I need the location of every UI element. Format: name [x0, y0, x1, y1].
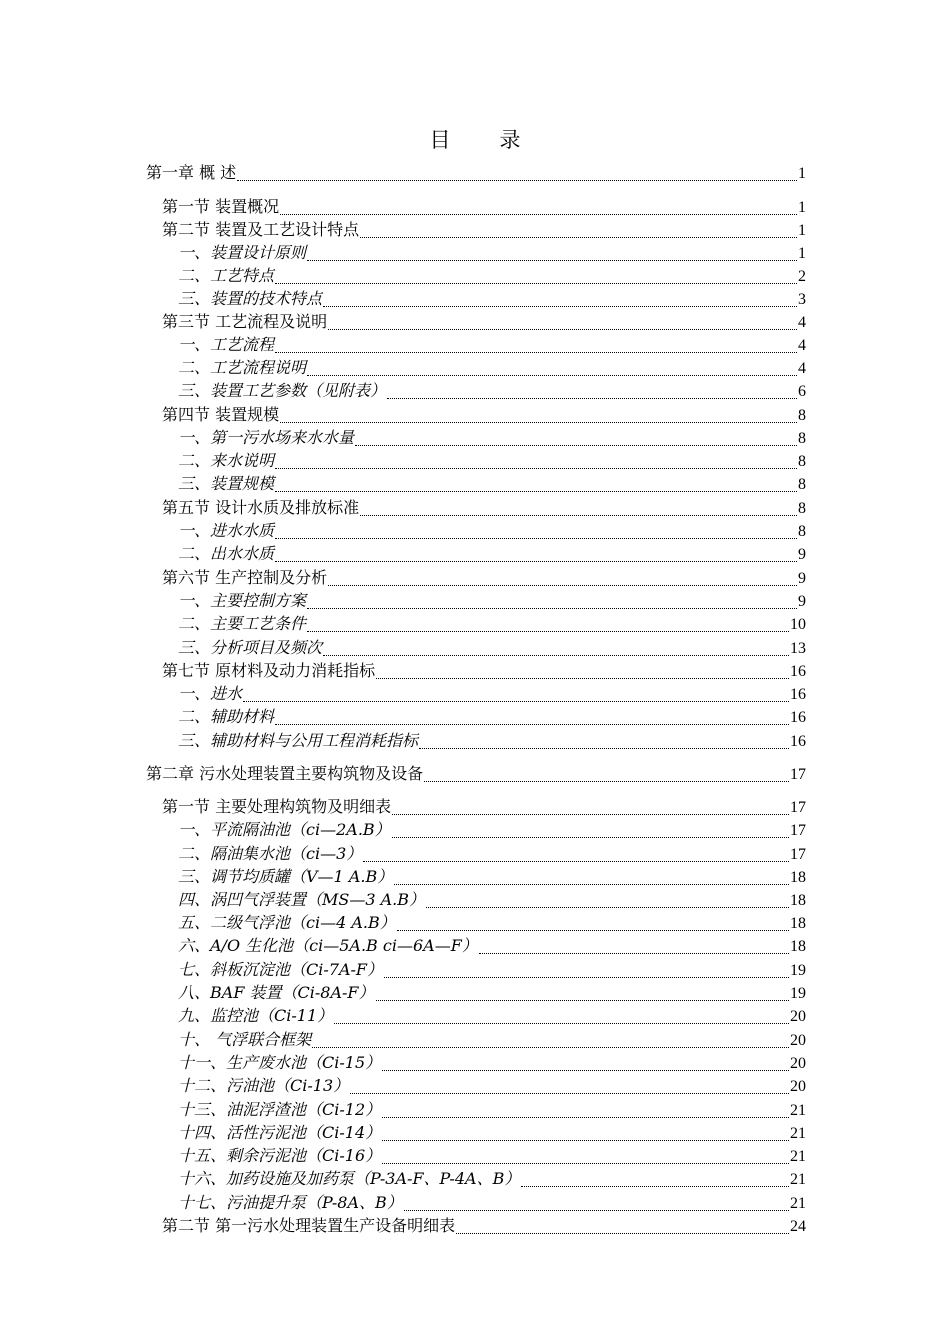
toc-dot-leader: [275, 538, 797, 539]
toc-entry-page: 21: [790, 1102, 806, 1119]
toc-entry-label: 三、分析项目及频次: [178, 638, 323, 657]
toc-entry-page: 8: [798, 407, 806, 424]
toc-entry-label: 二、出水水质: [178, 544, 275, 563]
toc-entry[interactable]: [178, 1099, 806, 1121]
toc-entry-label: 一、进水水质: [178, 521, 275, 540]
toc-dot-leader: [384, 977, 789, 978]
toc-entry-page: 19: [790, 962, 806, 979]
page-title: 目 录: [429, 128, 535, 152]
toc-entry-label: 一、工艺流程: [178, 335, 275, 354]
toc-entry-label: 第四节 装置规模: [162, 405, 280, 424]
toc-dot-leader: [376, 678, 789, 679]
toc-entry-label: 二、来水说明: [178, 451, 275, 470]
toc-dot-leader: [360, 237, 797, 238]
toc-dot-leader: [275, 468, 797, 469]
toc-entry-page: 21: [790, 1195, 806, 1212]
toc-entry-label: 十一、生产废水池（Ci-15）: [178, 1053, 382, 1072]
toc-dot-leader: [275, 352, 797, 353]
toc-entry-page: 4: [798, 360, 806, 377]
toc-entry-label: 一、第一污水场来水水量: [178, 428, 355, 447]
toc-entry-page: 8: [798, 476, 806, 493]
toc-entry-page: 21: [790, 1125, 806, 1142]
toc-entry[interactable]: [178, 1029, 806, 1051]
toc-entry[interactable]: [162, 404, 806, 426]
toc-entry-page: 17: [790, 822, 806, 839]
toc-entry[interactable]: [178, 543, 806, 565]
toc-dot-leader: [394, 884, 789, 885]
toc-dot-leader: [387, 398, 797, 399]
toc-entry-page: 4: [798, 337, 806, 354]
toc-entry[interactable]: [178, 706, 806, 728]
toc-entry[interactable]: [178, 843, 806, 865]
toc-dot-leader: [243, 701, 789, 702]
toc-dot-leader: [360, 515, 797, 516]
toc-entry-page: 18: [790, 915, 806, 932]
toc-entry[interactable]: [178, 242, 806, 264]
toc-entry-page: 4: [798, 314, 806, 331]
toc-entry[interactable]: [178, 1052, 806, 1074]
toc-dot-leader: [397, 930, 789, 931]
toc-dot-leader: [376, 1000, 789, 1001]
toc-entry-page: 18: [790, 938, 806, 955]
toc-entry-page: 17: [790, 799, 806, 816]
toc-dot-leader: [328, 329, 797, 330]
toc-entry-label: 第一节 主要处理构筑物及明细表: [162, 797, 392, 816]
toc-entry-label: 十四、活性污泥池（Ci-14）: [178, 1123, 382, 1142]
toc-entry-page: 21: [790, 1148, 806, 1165]
toc-entry-page: 18: [790, 892, 806, 909]
toc-entry[interactable]: [178, 889, 806, 911]
toc-dot-leader: [426, 907, 789, 908]
toc-entry[interactable]: [178, 265, 806, 287]
toc-entry-label: 三、装置规模: [178, 474, 275, 493]
toc-entry-label: 第二章 污水处理装置主要构筑物及设备: [146, 764, 424, 783]
toc-dot-leader: [419, 748, 789, 749]
toc-entry-page: 1: [798, 165, 806, 182]
toc-entry[interactable]: [178, 1005, 806, 1027]
toc-dot-leader: [382, 1117, 789, 1118]
toc-dot-leader: [479, 953, 789, 954]
toc-entry-label: 四、涡凹气浮装置（MS—3 A.B）: [178, 890, 426, 909]
toc-entry-page: 17: [790, 766, 806, 783]
toc-entry-page: 8: [798, 500, 806, 517]
toc-dot-leader: [307, 631, 789, 632]
toc-entry-label: 十、 气浮联合框架: [178, 1030, 312, 1049]
toc-entry[interactable]: [178, 357, 806, 379]
toc-dot-leader: [307, 260, 797, 261]
toc-dot-leader: [350, 1093, 789, 1094]
toc-entry-label: 十七、污油提升泵（P-8A、B）: [178, 1193, 403, 1212]
toc-dot-leader: [323, 655, 789, 656]
toc-entry[interactable]: [178, 982, 806, 1004]
toc-dot-leader: [280, 422, 797, 423]
toc-entry-label: 二、隔油集水池（ci—3）: [178, 844, 363, 863]
toc-entry-label: 第三节 工艺流程及说明: [162, 312, 328, 331]
toc-entry-page: 16: [790, 686, 806, 703]
toc-dot-leader: [424, 781, 789, 782]
toc-entry[interactable]: [162, 497, 806, 519]
toc-entry-page: 8: [798, 430, 806, 447]
toc-entry[interactable]: [178, 380, 806, 402]
toc-entry[interactable]: [178, 288, 806, 310]
toc-entry-label: 第二节 装置及工艺设计特点: [162, 220, 360, 239]
toc-entry-label: 第七节 原材料及动力消耗指标: [162, 661, 376, 680]
toc-entry-label: 十五、剩余污泥池（Ci-16）: [178, 1146, 382, 1165]
toc-entry[interactable]: [146, 162, 806, 184]
toc-dot-leader: [275, 561, 797, 562]
toc-entry-page: 24: [790, 1218, 806, 1235]
toc-entry[interactable]: [178, 427, 806, 449]
toc-entry-page: 20: [790, 1008, 806, 1025]
toc-dot-leader: [237, 180, 797, 181]
toc-dot-leader: [275, 491, 797, 492]
toc-entry[interactable]: [178, 1122, 806, 1144]
toc-entry-label: 第一节 装置概况: [162, 197, 280, 216]
toc-entry-label: 二、主要工艺条件: [178, 614, 307, 633]
toc-entry-page: 1: [798, 245, 806, 262]
toc-entry-page: 19: [790, 985, 806, 1002]
toc-dot-leader: [382, 1140, 789, 1141]
toc-entry-page: 20: [790, 1032, 806, 1049]
toc-dot-leader: [404, 1210, 789, 1211]
toc-entry[interactable]: [162, 660, 806, 682]
toc-entry-label: 一、平流隔油池（ci—2A.B）: [178, 820, 391, 839]
toc-entry-label: 三、辅助材料与公用工程消耗指标: [178, 731, 419, 750]
toc-dot-leader: [334, 1023, 789, 1024]
toc-entry-page: 8: [798, 453, 806, 470]
toc-entry-label: 九、监控池（Ci-11）: [178, 1006, 334, 1025]
toc-entry-page: 20: [790, 1078, 806, 1095]
toc-entry-page: 16: [790, 709, 806, 726]
toc-entry[interactable]: [162, 219, 806, 241]
toc-entry-page: 18: [790, 869, 806, 886]
toc-entry[interactable]: [162, 796, 806, 818]
toc-entry-label: 十六、加药设施及加药泵（P-3A-F、P-4A、B）: [178, 1169, 521, 1188]
toc-entry-page: 16: [790, 733, 806, 750]
toc-entry[interactable]: [178, 912, 806, 934]
toc-entry[interactable]: [178, 334, 806, 356]
toc-entry-page: 8: [798, 523, 806, 540]
toc-dot-leader: [392, 814, 789, 815]
toc-entry[interactable]: [178, 866, 806, 888]
toc-entry[interactable]: [178, 1075, 806, 1097]
toc-entry-label: 六、A/O 生化池（ci—5A.B ci—6A—F）: [178, 936, 478, 955]
toc-entry-page: 21: [790, 1171, 806, 1188]
toc-dot-leader: [355, 445, 797, 446]
toc-entry[interactable]: [178, 450, 806, 472]
toc-entry-label: 一、进水: [178, 684, 243, 703]
toc-dot-leader: [275, 283, 797, 284]
toc-entry-label: 二、工艺特点: [178, 266, 275, 285]
toc-entry[interactable]: [178, 1192, 806, 1214]
toc-entry-label: 八、BAF 装置（Ci-8A-F）: [178, 983, 375, 1002]
toc-dot-leader: [280, 214, 797, 215]
toc-entry-label: 十二、污油池（Ci-13）: [178, 1076, 350, 1095]
toc-dot-leader: [521, 1186, 789, 1187]
toc-dot-leader: [275, 724, 789, 725]
toc-entry-page: 9: [798, 570, 806, 587]
toc-dot-leader: [382, 1070, 789, 1071]
toc-entry-label: 七、斜板沉淀池（Ci-7A-F）: [178, 960, 384, 979]
toc-entry-page: 1: [798, 199, 806, 216]
toc-entry[interactable]: [178, 683, 806, 705]
toc-entry-label: 三、调节均质罐（V—1 A.B）: [178, 867, 394, 886]
toc-entry-label: 五、二级气浮池（ci—4 A.B）: [178, 913, 396, 932]
toc-entry-page: 10: [790, 616, 806, 633]
toc-entry-label: 三、装置的技术特点: [178, 289, 323, 308]
toc-entry[interactable]: [178, 613, 806, 635]
toc-entry[interactable]: [162, 196, 806, 218]
toc-entry-label: 第二节 第一污水处理装置生产设备明细表: [162, 1216, 456, 1235]
toc-entry-label: 一、装置设计原则: [178, 243, 307, 262]
toc-dot-leader: [323, 306, 797, 307]
toc-entry-page: 16: [790, 663, 806, 680]
toc-entry-page: 17: [790, 846, 806, 863]
toc-entry-label: 第六节 生产控制及分析: [162, 568, 328, 587]
toc-dot-leader: [328, 585, 797, 586]
toc-entry-label: 二、工艺流程说明: [178, 358, 307, 377]
toc-dot-leader: [456, 1233, 789, 1234]
toc-dot-leader: [312, 1047, 789, 1048]
toc-entry[interactable]: [178, 590, 806, 612]
toc-entry[interactable]: [178, 935, 806, 957]
toc-entry-page: 9: [798, 546, 806, 563]
toc-entry[interactable]: [178, 1168, 806, 1190]
toc-entry[interactable]: [162, 311, 806, 333]
toc-dot-leader: [307, 608, 797, 609]
toc-entry-page: 3: [798, 291, 806, 308]
toc-entry[interactable]: [178, 730, 806, 752]
toc-entry[interactable]: [178, 819, 806, 841]
toc-entry-page: 20: [790, 1055, 806, 1072]
toc-entry[interactable]: [178, 637, 806, 659]
toc-dot-leader: [382, 1163, 789, 1164]
toc-entry-page: 6: [798, 383, 806, 400]
toc-entry-label: 第一章 概 述: [146, 163, 237, 182]
toc-entry[interactable]: [162, 567, 806, 589]
toc-entry[interactable]: [178, 520, 806, 542]
toc-dot-leader: [307, 375, 797, 376]
toc-entry-page: 9: [798, 593, 806, 610]
toc-entry-label: 三、装置工艺参数（见附表）: [178, 381, 387, 400]
toc-entry-label: 二、辅助材料: [178, 707, 275, 726]
toc-entry[interactable]: [162, 1215, 806, 1237]
toc-entry-label: 十三、油泥浮渣池（Ci-12）: [178, 1100, 382, 1119]
toc-dot-leader: [392, 837, 789, 838]
toc-entry-page: 1: [798, 222, 806, 239]
toc-entry[interactable]: [178, 1145, 806, 1167]
toc-entry-page: 2: [798, 268, 806, 285]
toc-entry-label: 一、主要控制方案: [178, 591, 307, 610]
toc-entry-page: 13: [790, 640, 806, 657]
toc-entry-label: 第五节 设计水质及排放标准: [162, 498, 360, 517]
toc-entry[interactable]: [178, 959, 806, 981]
toc-entry[interactable]: [146, 763, 806, 785]
toc-entry[interactable]: [178, 473, 806, 495]
toc-dot-leader: [363, 861, 789, 862]
